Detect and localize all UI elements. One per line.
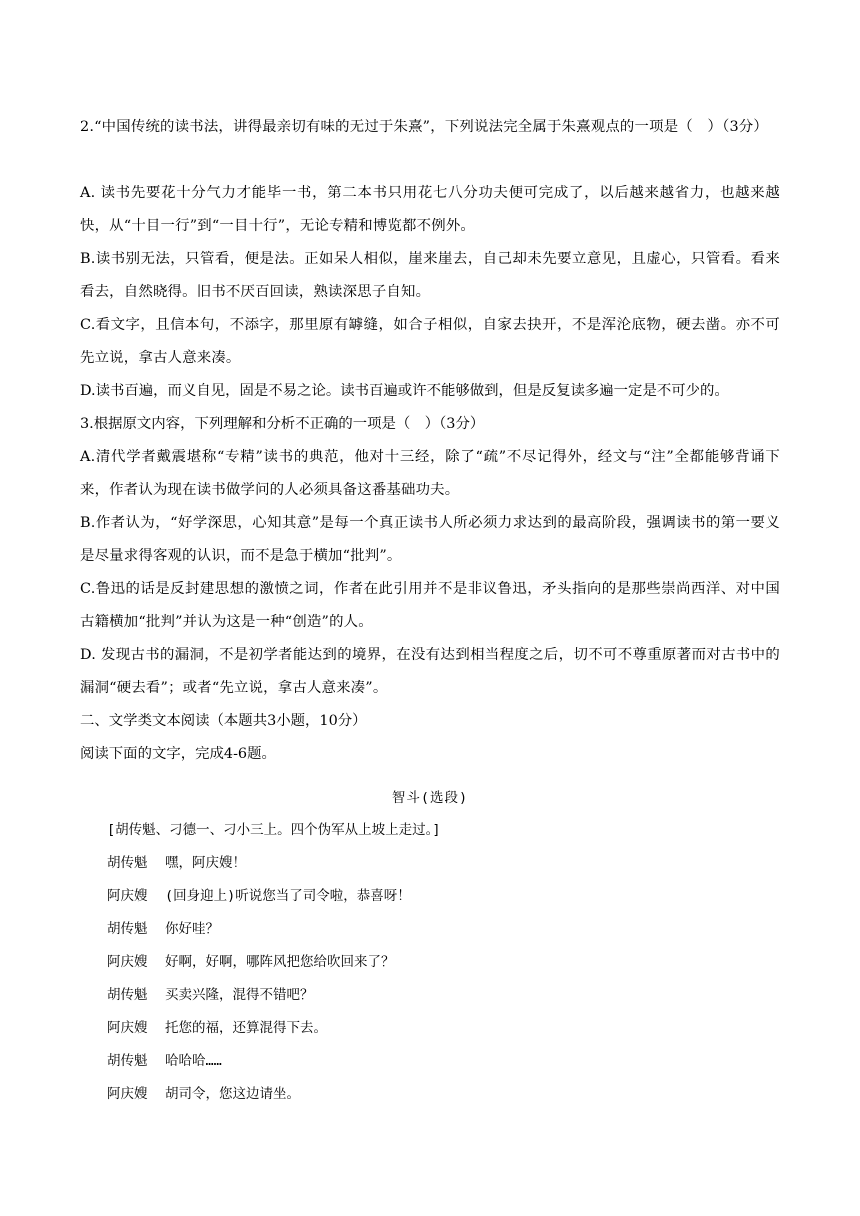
dialogue-speaker: 胡传魁 — [107, 1053, 148, 1069]
dialogue-line — [107, 852, 246, 874]
play-title: 智斗(选段) — [391, 790, 469, 806]
dialogue-text: 你好哇？ — [165, 921, 219, 937]
dialogue-speaker: 胡传魁 — [107, 987, 148, 1003]
dialogue-speaker: 胡传魁 — [107, 855, 148, 871]
dialogue-line — [107, 885, 411, 907]
dialogue-text: 好啊，好啊，哪阵风把您给吹回来了？ — [165, 954, 395, 970]
stage-direction: [胡传魁、刁德一、刁小三上。四个伪军从上坡上走过。] — [107, 822, 441, 838]
section-2-heading: 二、文学类文本阅读（本题共3小题，10分） — [80, 713, 367, 729]
dialogue-line — [107, 951, 395, 973]
dialogue-speaker: 阿庆嫂 — [107, 888, 148, 904]
dialogue-line — [107, 1050, 222, 1072]
dialogue-text: 嘿，阿庆嫂！ — [165, 855, 246, 871]
dialogue-text: 买卖兴隆，混得不错吧？ — [165, 987, 314, 1003]
dialogue-speaker: 胡传魁 — [107, 921, 148, 937]
dialogue-speaker: 阿庆嫂 — [107, 1086, 148, 1102]
dialogue-speaker: 阿庆嫂 — [107, 954, 148, 970]
dialogue-line — [107, 918, 219, 940]
question-2-option-a: A. 读书先要花十分气力才能毕一书，第二本书只用花七八分功夫便可完成了，以后越来越省力，也越来越快，从“十目一行”到“一目十行”，无论专精和博览都不例外。 — [80, 185, 780, 234]
question-3-option-b: B.作者认为，“好学深思，心知其意”是每一个真正读书人所必须力求达到的最高阶段，强调读书的第一要义是尽量求得客观的认识，而不是急于横加“批判”。 — [80, 515, 780, 564]
question-2-option-b: B.读书别无法，只管看，便是法。正如呆人相似，崖来崖去，自己却未先要立意见，且虚心，只管看。看来看去，自然晓得。旧书不厌百回读，熟读深思子自知。 — [80, 251, 780, 300]
dialogue-text: 托您的福，还算混得下去。 — [165, 1020, 327, 1036]
dialogue-text: (回身迎上)听说您当了司令啦，恭喜呀！ — [165, 888, 411, 904]
dialogue-line — [107, 1083, 300, 1105]
section-2-instruction: 阅读下面的文字，完成4-6题。 — [80, 746, 276, 762]
question-2-option-d: D.读书百遍，而义自见，固是不易之论。读书百遍或许不能够做到，但是反复读多遍一定是不可少的。 — [80, 383, 729, 399]
dialogue-text: 哈哈哈…… — [165, 1053, 222, 1069]
question-2-stem: 2.“中国传统的读书法，讲得最亲切有味的无过于朱熹”，下列说法完全属于朱熹观点的一项是（ ）（3分） — [80, 119, 768, 135]
dialogue-text: 胡司令，您这边请坐。 — [165, 1086, 300, 1102]
question-3-option-c: C.鲁迅的话是反封建思想的激愤之词，作者在此引用并不是非议鲁迅，矛头指向的是那些崇尚西洋、对中国古籍横加“批判”并认为这是一种“创造”的人。 — [80, 581, 780, 630]
dialogue-speaker: 阿庆嫂 — [107, 1020, 148, 1036]
dialogue-line — [107, 1017, 327, 1039]
question-2-option-c: C.看文字，且信本句，不添字，那里原有罅缝，如合子相似，自家去抉开，不是浑沦底物，硬去凿。亦不可先立说，拿古人意来凑。 — [80, 317, 780, 366]
question-3-option-a: A.清代学者戴震堪称“专精”读书的典范，他对十三经，除了“疏”不尽记得外，经文与“注”全都能够背诵下来，作者认为现在读书做学问的人必须具备这番基础功夫。 — [80, 449, 780, 498]
dialogue-line — [107, 984, 314, 1006]
question-3-stem: 3.根据原文内容，下列理解和分析不正确的一项是（ ）（3分） — [80, 416, 485, 432]
question-3-option-d: D. 发现古书的漏洞，不是初学者能达到的境界，在没有达到相当程度之后，切不可不尊重原著而对古书中的漏洞“硬去看”；或者“先立说，拿古人意来凑”。 — [80, 647, 780, 696]
